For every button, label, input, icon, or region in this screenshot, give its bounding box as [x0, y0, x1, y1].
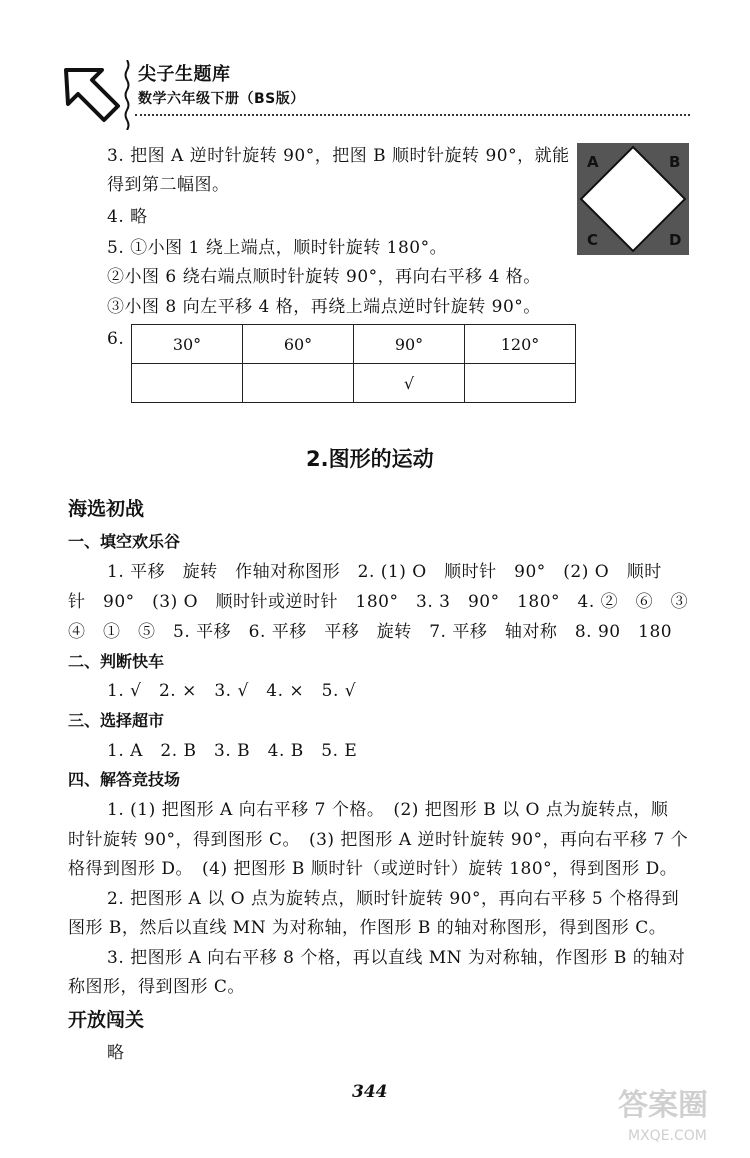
- arrow-logo-icon: [62, 66, 122, 126]
- table-cell: [465, 364, 576, 403]
- answer-line: 4. 略: [107, 207, 148, 227]
- table-row: [132, 364, 576, 403]
- answer-line: ③小图 8 向左平移 4 格，再绕上端点逆时针旋转 90°。: [107, 297, 541, 317]
- rotation-figure: [577, 143, 689, 255]
- header-dotted-rule: [135, 114, 690, 116]
- answer-line: 1. (1) 把图形 A 向右平移 7 个格。 (2) 把图形 B 以 O 点为旋转点，顺: [107, 800, 669, 820]
- part-title: 一、填空欢乐谷: [68, 532, 181, 551]
- answer-line: ④ ① ⑤ 5. 平移 6. 平移 平移 旋转 7. 平移 轴对称 8. 90 180: [68, 622, 673, 642]
- answer-line: 得到第二幅图。: [107, 175, 230, 195]
- answer-line: 3. 把图 A 逆时针旋转 90°，把图 B 顺时针旋转 90°，就能: [107, 146, 570, 166]
- part-title: 三、选择超市: [68, 711, 165, 730]
- answer-line: 图形 B，然后以直线 MN 为对称轴，作图形 B 的轴对称图形，得到图形 C。: [68, 918, 667, 938]
- table-header-cell: 60°: [243, 325, 354, 364]
- watermark-url: MXQE.COM: [628, 1128, 707, 1144]
- table-header-cell: 90°: [354, 325, 465, 364]
- answer-line: 格得到图形 D。 (4) 把图形 B 顺时针（或逆时针）旋转 180°，得到图形 D。: [68, 859, 678, 879]
- angle-table: [131, 324, 576, 403]
- book-title: 尖子生题库: [138, 64, 231, 85]
- figure-label-d: D: [669, 231, 682, 249]
- figure-label-c: C: [587, 231, 599, 249]
- answer-line: 1. A 2. B 3. B 4. B 5. E: [107, 741, 358, 761]
- answer-line: 5. ①小图 1 绕上端点，顺时针旋转 180°。: [107, 238, 448, 258]
- table-header-cell: 30°: [132, 325, 243, 364]
- part-title: 四、解答竞技场: [68, 770, 181, 789]
- wavy-divider-icon: [124, 60, 130, 130]
- answer-line: 1. 平移 旋转 作轴对称图形 2. (1) O 顺时针 90° (2) O 顺时: [107, 562, 662, 582]
- table-label: 6.: [107, 329, 125, 349]
- table-cell: [243, 364, 354, 403]
- figure-label-a: A: [587, 153, 599, 171]
- answer-line: 3. 把图形 A 向右平移 8 个格，再以直线 MN 为对称轴，作图形 B 的轴对: [107, 948, 686, 968]
- section-heading: 开放闯关: [68, 1009, 145, 1031]
- answer-line: 称图形，得到图形 C。: [68, 977, 245, 997]
- answer-line: 略: [107, 1043, 125, 1063]
- part-title: 二、判断快车: [68, 652, 165, 671]
- chapter-title: 2.图形的运动: [306, 447, 434, 471]
- answer-line: 2. 把图形 A 以 O 点为旋转点，顺时针旋转 90°，再向右平移 5 个格得到: [107, 889, 680, 909]
- answer-line: 时针旋转 90°，得到图形 C。 (3) 把图形 A 逆时针旋转 90°，再向右平移 7 个: [68, 830, 689, 850]
- section-heading: 海选初战: [68, 498, 145, 520]
- book-subtitle: 数学六年级下册（BS版）: [138, 91, 305, 107]
- table-cell: √: [354, 364, 465, 403]
- table-row: [132, 325, 576, 364]
- figure-label-b: B: [669, 153, 681, 171]
- answer-line: 1. √ 2. × 3. √ 4. × 5. √: [107, 681, 357, 701]
- answer-line: ②小图 6 绕右端点顺时针旋转 90°，再向右平移 4 格。: [107, 267, 541, 287]
- page-number: 344: [352, 1082, 388, 1102]
- answer-line: 针 90° (3) O 顺时针或逆时针 180° 3. 3 90° 180° 4. ② ⑥ ③: [68, 592, 689, 612]
- table-header-cell: 120°: [465, 325, 576, 364]
- table-cell: [132, 364, 243, 403]
- watermark-logo: 答案圈: [618, 1088, 708, 1123]
